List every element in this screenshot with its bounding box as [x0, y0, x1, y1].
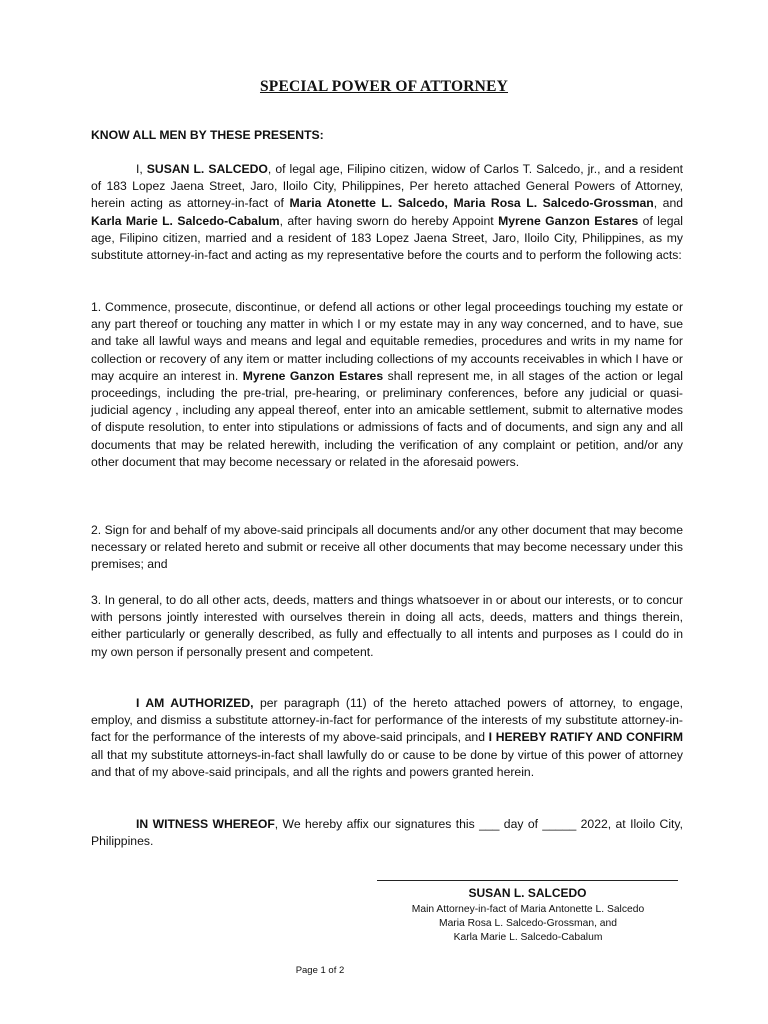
signatory-capacity-line-3: Karla Marie L. Salcedo-Cabalum: [453, 932, 603, 943]
grantor-name: SUSAN L. SALCEDO: [146, 162, 268, 176]
document-title: SPECIAL POWER OF ATTORNEY: [259, 78, 509, 95]
page-number: Page 1 of 2: [295, 965, 345, 976]
intro-paragraph: I, SUSAN L. SALCEDO, of legal age, Filipino citizen, widow of Carlos T. Salcedo, jr., and a resident of 183 Lopez Jaena Street, Jaro, Iloilo City, Philippines, Per hereto attached General Powers of Attorney, herein acting as attorney-in-fact of Maria Atonette L. Salcedo, Maria Rosa L. Salcedo-Grossman, and Karla Marie L. Salcedo-Cabalum, after having sworn do hereby Appoint Myrene Ganzon Estares of legal age, Filipino citizen, married and a resident of 183 Lopez Jaena Street, Jaro, Iloilo City, Philippines, as my substitute attorney-in-fact and acting as my representative before the courts and to perform the following acts:: [91, 162, 684, 263]
appointee-name: Myrene Ganzon Estares: [242, 368, 384, 383]
signature-line: [377, 880, 678, 881]
witness-paragraph: IN WITNESS WHEREOF, We hereby affix our signatures this ___ day of _____ 2022, at Iloilo City, Philippines.: [91, 817, 683, 849]
authorized-lead: I AM AUTHORIZED,: [136, 696, 254, 710]
ratify-clause: I HEREBY RATIFY AND CONFIRM: [488, 730, 684, 745]
principals-names: Maria Atonette L. Salcedo, Maria Rosa L. Salcedo-Grossman: [289, 196, 654, 211]
authorization-paragraph: I AM AUTHORIZED, per paragraph (11) of the hereto attached powers of attorney, to engage, employ, and dismiss a substitute attorney-in-fact for performance of the interests of my substitute attorney-in-fact for the performance of the interests of my above-said principals, and I HEREBY RATIFY AND CONFIRM all that my substitute attorneys-in-fact shall lawfully do or cause to be done by virtue of this power of attorney and that of my above-said principals, and all the rights and powers granted herein.: [91, 696, 684, 779]
signatory-capacity-line-2: Maria Rosa L. Salcedo-Grossman, and: [439, 918, 617, 929]
principal-name: Karla Marie L. Salcedo-Cabalum: [91, 213, 280, 228]
salutation: KNOW ALL MEN BY THESE PRESENTS:: [91, 128, 324, 142]
signatory-capacity-line-1: Main Attorney-in-fact of Maria Antonette L. Salcedo: [411, 904, 645, 915]
act-item-1: 1. Commence, prosecute, discontinue, or defend all actions or other legal proceedings touching my estate or any part thereof or touching any matter in which I or my estate may in any way concerned, and to have, sue and take all lawful ways and means and legal and equitable remedies, procedures and writs in my name for collection or recovery of any item or matter including collections of my accounts receivables in which I have or may acquire an interest in. Myrene Ganzon Estares shall represent me, in all stages of the action or legal proceedings, including the pre-trial, pre-hearing, or preliminary conferences, before any judicial or quasi-judicial agency , including any appeal thereof, enter into an amicable settlement, submit to alternative modes of dispute resolution, to enter into stipulations or admissions of facts and of documents, and sign any and all documents that may be related herewith, including the verification of any complaint or petition, and/or any other document that may become necessary or related in the aforesaid powers.: [91, 300, 683, 469]
signatory-name: SUSAN L. SALCEDO: [468, 886, 587, 900]
act-item-3: 3. In general, to do all other acts, deeds, matters and things whatsoever in or about our interests, or to concur with persons jointly interested with ourselves therein in doing all acts, deeds, matters and things therein, either particularly or generally described, as fully and effectually to all intents and purposes as I could do in my own person if personally present and competent.: [91, 593, 683, 659]
appointee-name: Myrene Ganzon Estares: [498, 213, 639, 228]
act-item-2: 2. Sign for and behalf of my above-said principals all documents and/or any other document that may become necessary or related hereto and submit or receive all other documents that may become necessary under this premises; and: [91, 523, 683, 572]
witness-lead: IN WITNESS WHEREOF: [136, 817, 275, 831]
